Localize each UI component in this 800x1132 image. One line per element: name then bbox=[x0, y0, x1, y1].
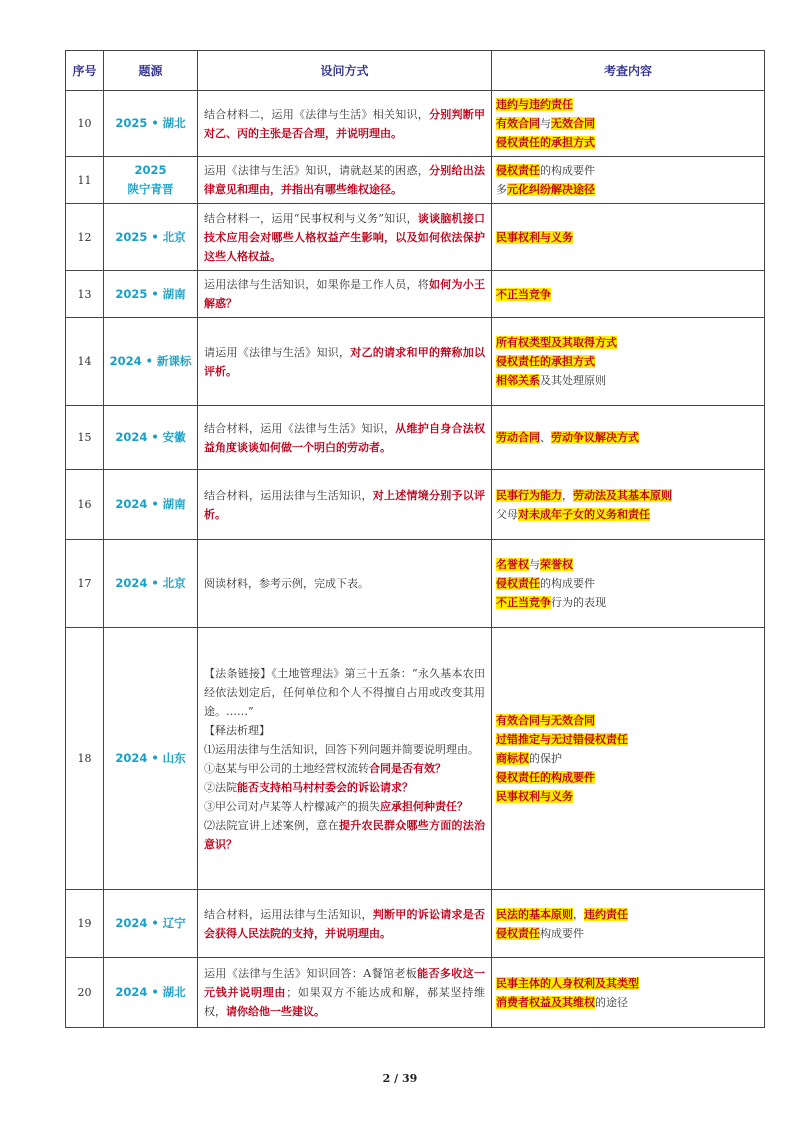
question-line bbox=[204, 721, 485, 740]
row-number: 10 bbox=[66, 91, 104, 157]
question-line bbox=[204, 816, 485, 854]
content-segment: 侵权责任 bbox=[496, 577, 540, 590]
question-segment: ⑵法院宣讲上述案例，意在 bbox=[204, 818, 339, 832]
question-line bbox=[204, 778, 485, 797]
row-source bbox=[104, 958, 198, 1028]
content-line bbox=[496, 993, 760, 1012]
content-segment: 及其处理原则 bbox=[540, 374, 606, 387]
table-row bbox=[66, 470, 765, 540]
row-number: 14 bbox=[66, 318, 104, 406]
source-line: 2025 • 湖北 bbox=[115, 116, 186, 130]
header-source: 题源 bbox=[104, 51, 198, 91]
table-row bbox=[66, 540, 765, 628]
content-line bbox=[496, 333, 760, 352]
source-line: 2025 • 北京 bbox=[115, 229, 186, 244]
content-segment: 劳动争议解决方式 bbox=[551, 431, 639, 444]
content-line bbox=[496, 505, 760, 524]
source-line: 2025 bbox=[134, 163, 167, 177]
row-question bbox=[198, 318, 492, 406]
question-segment: 请你给他一些建议。 bbox=[226, 1005, 325, 1018]
table-row bbox=[66, 204, 765, 271]
question-segment: 对上述情境分别予以评析。 bbox=[204, 488, 485, 521]
question-segment: ①赵某与甲公司的土地经营权流转 bbox=[204, 761, 369, 775]
question-segment: 结合材料二，运用《法律与生活》相关知识， bbox=[204, 107, 429, 121]
source-line: 2024 • 新课标 bbox=[109, 354, 192, 368]
content-segment: 与 bbox=[529, 558, 540, 571]
row-source bbox=[104, 204, 198, 271]
question-segment: 运用法律与生活知识，如果你是工作人员，将 bbox=[204, 278, 429, 291]
content-segment: 的构成要件 bbox=[540, 577, 595, 590]
content-line bbox=[496, 428, 760, 447]
question-segment: 能否支持柏马村村委会的诉讼请求？ bbox=[237, 780, 413, 794]
question-segment: 对乙的请求和甲的辩称加以评析。 bbox=[204, 345, 485, 378]
content-line bbox=[496, 768, 760, 787]
table-row bbox=[66, 318, 765, 406]
content-segment: 商标权 bbox=[496, 752, 529, 765]
content-segment: 不正当竞争 bbox=[496, 287, 551, 301]
question-segment: ②法院 bbox=[204, 780, 237, 794]
content-segment: 的途径 bbox=[595, 995, 628, 1009]
content-line bbox=[496, 730, 760, 749]
content-line bbox=[496, 161, 760, 180]
table-row bbox=[66, 958, 765, 1028]
content-segment: 民事主体的人身权利及其类型 bbox=[496, 976, 639, 990]
row-source bbox=[104, 406, 198, 470]
question-segment: 运用《法律与生活》知识回答：A餐馆老板 bbox=[204, 967, 418, 980]
content-line bbox=[496, 749, 760, 768]
row-question bbox=[198, 157, 492, 204]
content-segment: 的构成要件 bbox=[540, 164, 595, 177]
row-question bbox=[198, 628, 492, 890]
row-source bbox=[104, 318, 198, 406]
source-line: 陕宁青晋 bbox=[127, 182, 174, 196]
content-line bbox=[496, 95, 760, 114]
question-segment: 分别判断甲对乙、丙的主张是否合理，并说明理由。 bbox=[204, 107, 485, 140]
content-line bbox=[496, 593, 760, 612]
question-segment: 判断甲的诉讼请求是否会获得人民法院的支持，并说明理由。 bbox=[204, 907, 485, 940]
row-question bbox=[198, 91, 492, 157]
content-line bbox=[496, 352, 760, 371]
header-content: 考查内容 bbox=[492, 51, 765, 91]
content-segment: 多 bbox=[496, 183, 507, 196]
header-question: 设问方式 bbox=[198, 51, 492, 91]
row-content bbox=[492, 470, 765, 540]
question-segment: 结合材料一，运用“民事权利与义务”知识， bbox=[204, 211, 418, 225]
row-question bbox=[198, 470, 492, 540]
source-line: 2025 • 湖南 bbox=[115, 286, 186, 301]
content-line bbox=[496, 486, 760, 505]
question-segment: 如何为小王解惑？ bbox=[204, 278, 485, 310]
source-line: 2024 • 北京 bbox=[115, 576, 186, 590]
row-content bbox=[492, 958, 765, 1028]
content-segment: 违约责任 bbox=[584, 907, 628, 921]
content-segment: 荣誉权 bbox=[540, 558, 573, 571]
question-segment: 结合材料，运用《法律与生活》知识， bbox=[204, 421, 396, 435]
question-segment: 结合材料，运用法律与生活知识， bbox=[204, 907, 373, 921]
content-segment: 侵权责任的承担方式 bbox=[496, 136, 595, 149]
row-source bbox=[104, 91, 198, 157]
content-line bbox=[496, 285, 760, 304]
question-segment: 阅读材料，参考示例，完成下表。 bbox=[204, 577, 369, 590]
row-number: 15 bbox=[66, 406, 104, 470]
row-question bbox=[198, 890, 492, 958]
source-line: 2024 • 湖北 bbox=[115, 985, 186, 999]
content-line bbox=[496, 371, 760, 390]
question-segment: 提升农民群众哪些方面的法治意识？ bbox=[204, 818, 485, 851]
content-segment: 消费者权益及其维权 bbox=[496, 995, 595, 1009]
row-question bbox=[198, 958, 492, 1028]
row-number: 19 bbox=[66, 890, 104, 958]
row-number: 16 bbox=[66, 470, 104, 540]
question-segment: 应承担何种责任？ bbox=[380, 799, 468, 813]
row-number: 13 bbox=[66, 271, 104, 318]
question-segment: ；如果双方不能达成和解，郝某坚持维权， bbox=[204, 986, 486, 1018]
question-segment: 运用《法律与生活》知识，请就赵某的困惑， bbox=[204, 164, 429, 177]
content-segment: 、 bbox=[540, 431, 551, 444]
content-line bbox=[496, 711, 760, 730]
source-line: 2024 • 辽宁 bbox=[115, 916, 186, 930]
exam-analysis-table bbox=[65, 50, 765, 1028]
page-number: 2 / 39 bbox=[382, 1072, 418, 1085]
table-row bbox=[66, 628, 765, 890]
content-segment: 构成要件 bbox=[540, 926, 584, 940]
content-segment: 民事权利与义务 bbox=[496, 790, 573, 803]
table-row bbox=[66, 890, 765, 958]
content-line bbox=[496, 905, 760, 924]
content-segment: 民事行为能力 bbox=[496, 488, 562, 502]
row-number: 18 bbox=[66, 628, 104, 890]
content-line bbox=[496, 787, 760, 806]
header-num: 序号 bbox=[66, 51, 104, 91]
row-content bbox=[492, 271, 765, 318]
question-segment: 从维护自身合法权益角度谈谈如何做一个明白的劳动者。 bbox=[204, 421, 485, 454]
source-line: 2024 • 湖南 bbox=[115, 497, 186, 511]
row-question bbox=[198, 271, 492, 318]
content-segment: 有效合同与无效合同 bbox=[496, 714, 595, 727]
content-line bbox=[496, 974, 760, 993]
source-line: 2024 • 安徽 bbox=[115, 430, 186, 444]
content-line bbox=[496, 114, 760, 133]
question-segment: ③甲公司对卢某等人柠檬减产的损失 bbox=[204, 799, 380, 813]
question-segment: 能否多收这一元钱并说明理由 bbox=[204, 967, 485, 999]
content-segment: 父母 bbox=[496, 507, 518, 521]
row-content bbox=[492, 318, 765, 406]
question-line bbox=[204, 797, 485, 816]
row-content bbox=[492, 204, 765, 271]
row-content bbox=[492, 91, 765, 157]
content-segment: 违约与违约责任 bbox=[496, 98, 573, 111]
question-segment: 合同是否有效？ bbox=[369, 761, 446, 775]
table-row bbox=[66, 157, 765, 204]
row-number: 11 bbox=[66, 157, 104, 204]
row-content bbox=[492, 157, 765, 204]
row-source bbox=[104, 890, 198, 958]
question-segment: ⑴运用法律与生活知识，回答下列问题并简要说明理由。 bbox=[204, 742, 479, 756]
row-number: 12 bbox=[66, 204, 104, 271]
question-line bbox=[204, 740, 485, 759]
content-segment: 与 bbox=[540, 117, 551, 130]
row-question bbox=[198, 204, 492, 271]
content-line bbox=[496, 555, 760, 574]
table-row bbox=[66, 91, 765, 157]
row-content bbox=[492, 628, 765, 890]
row-source bbox=[104, 628, 198, 890]
content-segment: 侵权责任 bbox=[496, 164, 540, 177]
content-segment: 劳动法及其基本原则 bbox=[573, 488, 672, 502]
row-source bbox=[104, 157, 198, 204]
content-segment: 民事权利与义务 bbox=[496, 230, 573, 244]
row-question bbox=[198, 540, 492, 628]
content-segment: 相邻关系 bbox=[496, 374, 540, 387]
content-segment: 的保护 bbox=[529, 752, 562, 765]
source-line: 2024 • 山东 bbox=[115, 751, 186, 765]
table-row bbox=[66, 406, 765, 470]
question-segment: 【释法析理】 bbox=[204, 723, 270, 737]
content-segment: 行为的表现 bbox=[551, 596, 606, 609]
row-content bbox=[492, 406, 765, 470]
table-row bbox=[66, 271, 765, 318]
row-content bbox=[492, 540, 765, 628]
question-segment: 分别给出法律意见和理由，并指出有哪些维权途径。 bbox=[204, 164, 485, 196]
content-segment: 侵权责任 bbox=[496, 926, 540, 940]
question-line bbox=[204, 664, 485, 721]
row-number: 17 bbox=[66, 540, 104, 628]
content-line bbox=[496, 924, 760, 943]
content-segment: 劳动合同 bbox=[496, 431, 540, 444]
content-segment: 无效合同 bbox=[551, 117, 595, 130]
table-header-row bbox=[66, 51, 765, 91]
row-source bbox=[104, 540, 198, 628]
content-line bbox=[496, 574, 760, 593]
content-segment: 民法的基本原则 bbox=[496, 907, 573, 921]
content-line bbox=[496, 133, 760, 152]
content-segment: 侵权责任的构成要件 bbox=[496, 771, 595, 784]
question-line bbox=[204, 759, 485, 778]
content-segment: ， bbox=[562, 488, 573, 502]
content-line bbox=[496, 228, 760, 247]
content-segment: ， bbox=[573, 907, 584, 921]
content-segment: 侵权责任的承担方式 bbox=[496, 355, 595, 368]
content-segment: 有效合同 bbox=[496, 117, 540, 130]
question-segment: 请运用《法律与生活》知识， bbox=[204, 345, 351, 359]
content-segment: 名誉权 bbox=[496, 558, 529, 571]
content-segment: 过错推定与无过错侵权责任 bbox=[496, 733, 628, 746]
row-number: 20 bbox=[66, 958, 104, 1028]
row-content bbox=[492, 890, 765, 958]
question-segment: 谈谈脑机接口技术应用会对哪些人格权益产生影响，以及如何依法保护这些人格权益。 bbox=[204, 211, 486, 263]
row-question bbox=[198, 406, 492, 470]
content-segment: 对未成年子女的义务和责任 bbox=[518, 507, 650, 521]
row-source bbox=[104, 271, 198, 318]
content-segment: 所有权类型及其取得方式 bbox=[496, 336, 617, 349]
question-segment: 结合材料，运用法律与生活知识， bbox=[204, 488, 373, 502]
question-segment: 【法条链接】《土地管理法》第三十五条：“永久基本农田经依法划定后，任何单位和个人不得擅自占用或改变其用途。……” bbox=[204, 666, 485, 718]
content-line bbox=[496, 180, 760, 199]
table-body bbox=[66, 91, 765, 1028]
content-segment: 元化纠纷解决途径 bbox=[507, 183, 595, 196]
row-source bbox=[104, 470, 198, 540]
content-segment: 不正当竞争 bbox=[496, 596, 551, 609]
